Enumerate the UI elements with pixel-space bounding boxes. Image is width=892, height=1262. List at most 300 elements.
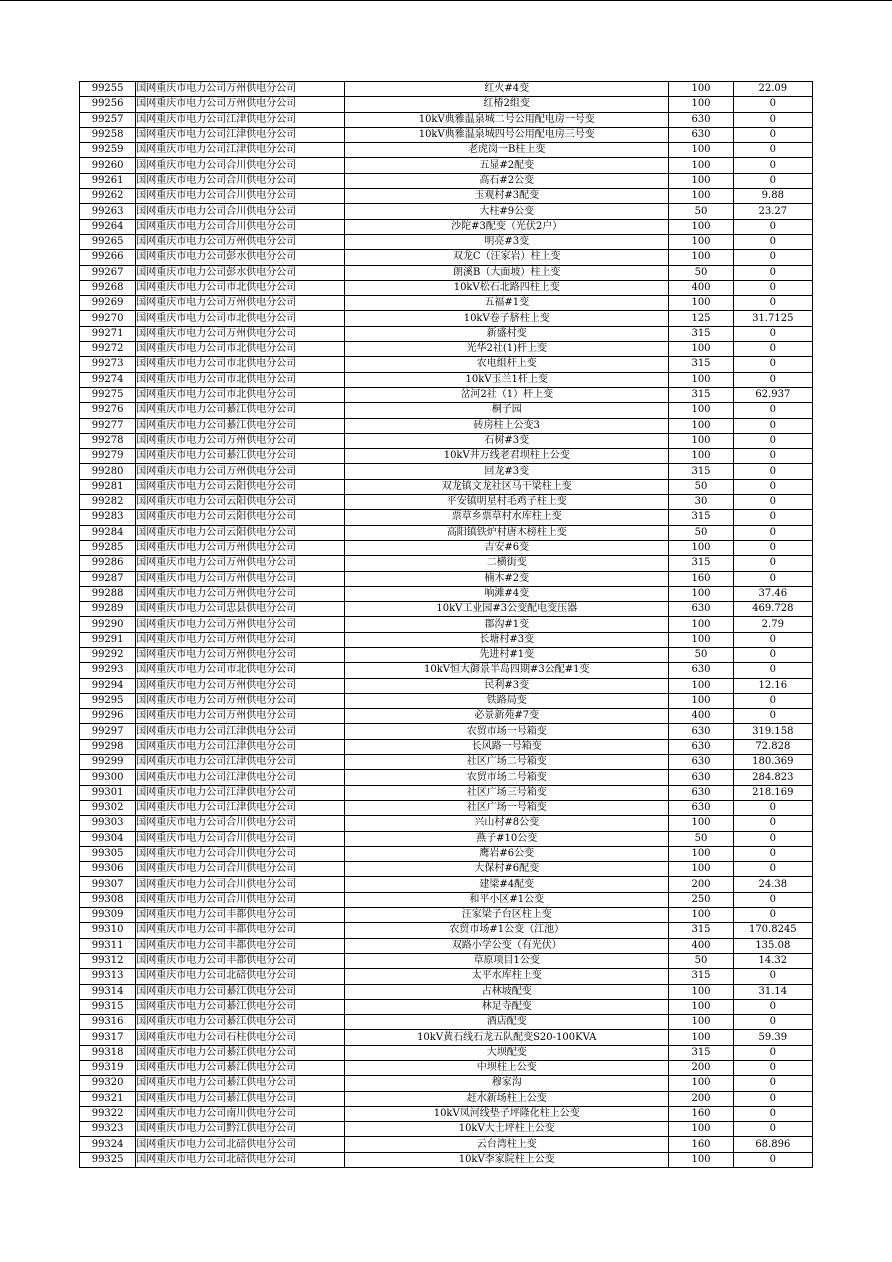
row-id-cell: 99287 (80, 571, 136, 586)
table-row (80, 877, 813, 892)
row-id-cell: 99301 (80, 785, 136, 800)
row-id-cell: 99284 (80, 525, 136, 540)
transformer-name-cell: 铁路局变 (345, 693, 669, 708)
table-row (80, 387, 813, 402)
capacity-cell: 100 (669, 617, 733, 632)
capacity-cell: 100 (669, 1152, 733, 1167)
row-id-cell: 99304 (80, 831, 136, 846)
value-cell: 0 (733, 326, 812, 341)
table-row (80, 234, 813, 249)
transformer-name-cell: 农贸市场二号箱变 (345, 770, 669, 785)
transformer-name-cell: 岔河2社（1）杆上变 (345, 387, 669, 402)
value-cell: 0 (733, 693, 812, 708)
company-cell: 国网重庆市电力公司万州供电分公司 (136, 647, 345, 662)
row-id-cell: 99325 (80, 1152, 136, 1167)
row-id-cell: 99261 (80, 173, 136, 188)
capacity-cell: 315 (669, 387, 733, 402)
company-cell: 国网重庆市电力公司丰都供电分公司 (136, 938, 345, 953)
transformer-name-cell: 沙陀#3配变（光伏2户） (345, 219, 669, 234)
transformer-name-cell: 响滩#4变 (345, 586, 669, 601)
row-id-cell: 99262 (80, 189, 136, 204)
value-cell: 0 (733, 1122, 812, 1137)
table-row (80, 953, 813, 968)
table-row (80, 449, 813, 464)
row-id-cell: 99312 (80, 953, 136, 968)
table-row (80, 158, 813, 173)
value-cell: 0 (733, 663, 812, 678)
company-cell: 国网重庆市电力公司南川供电分公司 (136, 1106, 345, 1121)
table-row (80, 418, 813, 433)
company-cell: 国网重庆市电力公司北碚供电分公司 (136, 969, 345, 984)
value-cell: 0 (733, 357, 812, 372)
capacity-cell: 100 (669, 219, 733, 234)
capacity-cell: 630 (669, 739, 733, 754)
row-id-cell: 99293 (80, 663, 136, 678)
table-row (80, 403, 813, 418)
value-cell: 0 (733, 510, 812, 525)
transformer-name-cell: 赶水新场柱上公变 (345, 1091, 669, 1106)
company-cell: 国网重庆市电力公司云阳供电分公司 (136, 495, 345, 510)
company-cell: 国网重庆市电力公司合川供电分公司 (136, 892, 345, 907)
row-id-cell: 99317 (80, 1030, 136, 1045)
row-id-cell: 99295 (80, 693, 136, 708)
company-cell: 国网重庆市电力公司丰都供电分公司 (136, 923, 345, 938)
capacity-cell: 400 (669, 280, 733, 295)
capacity-cell: 50 (669, 479, 733, 494)
value-cell: 135.08 (733, 938, 812, 953)
row-id-cell: 99288 (80, 586, 136, 601)
company-cell: 国网重庆市电力公司合川供电分公司 (136, 173, 345, 188)
table-row (80, 755, 813, 770)
capacity-cell: 200 (669, 1091, 733, 1106)
transformer-name-cell: 桐子园 (345, 403, 669, 418)
value-cell: 0 (733, 342, 812, 357)
capacity-cell: 630 (669, 770, 733, 785)
transformer-name-cell: 民利#3变 (345, 678, 669, 693)
company-cell: 国网重庆市电力公司市北供电分公司 (136, 342, 345, 357)
company-cell: 国网重庆市电力公司合川供电分公司 (136, 189, 345, 204)
value-cell: 14.32 (733, 953, 812, 968)
row-id-cell: 99316 (80, 1015, 136, 1030)
value-cell: 0 (733, 1015, 812, 1030)
transformer-name-cell: 鹰岩#6公变 (345, 846, 669, 861)
transformer-name-cell: 10kV玉兰1杆上变 (345, 372, 669, 387)
company-cell: 国网重庆市电力公司綦江供电分公司 (136, 1076, 345, 1091)
transformer-name-cell: 建梁#4配变 (345, 877, 669, 892)
company-cell: 国网重庆市电力公司丰都供电分公司 (136, 953, 345, 968)
table-row (80, 464, 813, 479)
table-row (80, 82, 813, 97)
row-id-cell: 99314 (80, 984, 136, 999)
table-row (80, 1152, 813, 1167)
table-body (80, 82, 813, 1168)
row-id-cell: 99273 (80, 357, 136, 372)
transformer-name-cell: 燕子#10公变 (345, 831, 669, 846)
company-cell: 国网重庆市电力公司市北供电分公司 (136, 357, 345, 372)
company-cell: 国网重庆市电力公司綦江供电分公司 (136, 984, 345, 999)
company-cell: 国网重庆市电力公司綦江供电分公司 (136, 403, 345, 418)
value-cell: 0 (733, 1152, 812, 1167)
value-cell: 0 (733, 403, 812, 418)
transformer-name-cell: 10kV卷子脐柱上变 (345, 311, 669, 326)
capacity-cell: 100 (669, 908, 733, 923)
row-id-cell: 99257 (80, 112, 136, 127)
value-cell: 31.7125 (733, 311, 812, 326)
value-cell: 0 (733, 433, 812, 448)
company-cell: 国网重庆市电力公司合川供电分公司 (136, 862, 345, 877)
row-id-cell: 99260 (80, 158, 136, 173)
company-cell: 国网重庆市电力公司万州供电分公司 (136, 617, 345, 632)
table-row (80, 785, 813, 800)
value-cell: 0 (733, 800, 812, 815)
table-row (80, 1091, 813, 1106)
row-id-cell: 99309 (80, 908, 136, 923)
transformer-name-cell: 高石#2公变 (345, 173, 669, 188)
capacity-cell: 100 (669, 1030, 733, 1045)
value-cell: 12.16 (733, 678, 812, 693)
company-cell: 国网重庆市电力公司合川供电分公司 (136, 831, 345, 846)
capacity-cell: 50 (669, 265, 733, 280)
table-row (80, 816, 813, 831)
value-cell: 0 (733, 449, 812, 464)
row-id-cell: 99266 (80, 250, 136, 265)
table-row (80, 770, 813, 785)
row-id-cell: 99276 (80, 403, 136, 418)
company-cell: 国网重庆市电力公司万州供电分公司 (136, 678, 345, 693)
table-row (80, 296, 813, 311)
table-row (80, 999, 813, 1014)
company-cell: 国网重庆市电力公司万州供电分公司 (136, 433, 345, 448)
company-cell: 国网重庆市电力公司万州供电分公司 (136, 586, 345, 601)
transformer-name-cell: 大保村#6配变 (345, 862, 669, 877)
table-row (80, 632, 813, 647)
value-cell: 0 (733, 816, 812, 831)
table-row (80, 739, 813, 754)
value-cell: 59.39 (733, 1030, 812, 1045)
row-id-cell: 99310 (80, 923, 136, 938)
transformer-name-cell: 10kV工业园#3公变配电变压器 (345, 602, 669, 617)
capacity-cell: 100 (669, 678, 733, 693)
value-cell: 319.158 (733, 724, 812, 739)
transformer-name-cell: 吉安#6变 (345, 540, 669, 555)
transformer-name-cell: 和平小区#1公变 (345, 892, 669, 907)
row-id-cell: 99319 (80, 1061, 136, 1076)
row-id-cell: 99283 (80, 510, 136, 525)
company-cell: 国网重庆市电力公司合川供电分公司 (136, 158, 345, 173)
row-id-cell: 99315 (80, 999, 136, 1014)
capacity-cell: 100 (669, 97, 733, 112)
capacity-cell: 100 (669, 143, 733, 158)
transformer-name-cell: 大柱#9公变 (345, 204, 669, 219)
row-id-cell: 99307 (80, 877, 136, 892)
capacity-cell: 100 (669, 586, 733, 601)
row-id-cell: 99291 (80, 632, 136, 647)
table-row (80, 433, 813, 448)
capacity-cell: 250 (669, 892, 733, 907)
transformer-name-cell: 10kV松石北路四柱上变 (345, 280, 669, 295)
company-cell: 国网重庆市电力公司万州供电分公司 (136, 234, 345, 249)
capacity-cell: 100 (669, 999, 733, 1014)
table-row (80, 908, 813, 923)
capacity-cell: 400 (669, 938, 733, 953)
transformer-name-cell: 社区广场一号箱变 (345, 800, 669, 815)
row-id-cell: 99305 (80, 846, 136, 861)
company-cell: 国网重庆市电力公司合川供电分公司 (136, 816, 345, 831)
capacity-cell: 315 (669, 969, 733, 984)
value-cell: 0 (733, 831, 812, 846)
row-id-cell: 99285 (80, 540, 136, 555)
capacity-cell: 100 (669, 632, 733, 647)
table-row (80, 173, 813, 188)
capacity-cell: 100 (669, 1122, 733, 1137)
table-row (80, 1030, 813, 1045)
row-id-cell: 99292 (80, 647, 136, 662)
value-cell: 62.937 (733, 387, 812, 402)
table-row (80, 250, 813, 265)
value-cell: 23.27 (733, 204, 812, 219)
capacity-cell: 50 (669, 204, 733, 219)
transformer-name-cell: 云台湾柱上变 (345, 1137, 669, 1152)
value-cell: 0 (733, 372, 812, 387)
capacity-cell: 630 (669, 602, 733, 617)
company-cell: 国网重庆市电力公司合川供电分公司 (136, 877, 345, 892)
value-cell: 0 (733, 127, 812, 142)
value-cell: 24.38 (733, 877, 812, 892)
capacity-cell: 630 (669, 785, 733, 800)
value-cell: 0 (733, 234, 812, 249)
value-cell: 0 (733, 1045, 812, 1060)
transformer-name-cell: 玉观村#3配变 (345, 189, 669, 204)
capacity-cell: 315 (669, 1045, 733, 1060)
value-cell: 0 (733, 969, 812, 984)
value-cell: 0 (733, 97, 812, 112)
transformer-name-cell: 明亮#3变 (345, 234, 669, 249)
company-cell: 国网重庆市电力公司市北供电分公司 (136, 663, 345, 678)
value-cell: 0 (733, 1061, 812, 1076)
row-id-cell: 99286 (80, 556, 136, 571)
transformer-name-cell: 楠木#2变 (345, 571, 669, 586)
row-id-cell: 99264 (80, 219, 136, 234)
company-cell: 国网重庆市电力公司江津供电分公司 (136, 755, 345, 770)
table-row (80, 1137, 813, 1152)
value-cell: 0 (733, 540, 812, 555)
table-row (80, 586, 813, 601)
row-id-cell: 99270 (80, 311, 136, 326)
company-cell: 国网重庆市电力公司云阳供电分公司 (136, 510, 345, 525)
transformer-name-cell: 双路小学公变（有光伏） (345, 938, 669, 953)
row-id-cell: 99278 (80, 433, 136, 448)
row-id-cell: 99275 (80, 387, 136, 402)
row-id-cell: 99320 (80, 1076, 136, 1091)
table-row (80, 647, 813, 662)
transformer-name-cell: 农贸市场一号箱变 (345, 724, 669, 739)
value-cell: 22.09 (733, 82, 812, 97)
row-id-cell: 99282 (80, 495, 136, 510)
company-cell: 国网重庆市电力公司万州供电分公司 (136, 464, 345, 479)
value-cell: 0 (733, 158, 812, 173)
value-cell: 0 (733, 296, 812, 311)
value-cell: 0 (733, 464, 812, 479)
transformer-name-cell: 大坝配变 (345, 1045, 669, 1060)
value-cell: 68.896 (733, 1137, 812, 1152)
row-id-cell: 99274 (80, 372, 136, 387)
company-cell: 国网重庆市电力公司江津供电分公司 (136, 724, 345, 739)
company-cell: 国网重庆市电力公司万州供电分公司 (136, 82, 345, 97)
table-row (80, 97, 813, 112)
table-row (80, 525, 813, 540)
table-row (80, 342, 813, 357)
value-cell: 0 (733, 999, 812, 1014)
capacity-cell: 100 (669, 540, 733, 555)
table-row (80, 831, 813, 846)
table-row (80, 984, 813, 999)
row-id-cell: 99256 (80, 97, 136, 112)
capacity-cell: 160 (669, 571, 733, 586)
row-id-cell: 99294 (80, 678, 136, 693)
row-id-cell: 99296 (80, 709, 136, 724)
capacity-cell: 100 (669, 403, 733, 418)
transformer-name-cell: 10kV恒大御景半岛四期#3公配#1变 (345, 663, 669, 678)
transformer-name-cell: 票草乡票草村水库柱上变 (345, 510, 669, 525)
capacity-cell: 315 (669, 510, 733, 525)
table-row (80, 112, 813, 127)
transformer-name-cell: 太平水库柱上变 (345, 969, 669, 984)
transformer-name-cell: 先进村#1变 (345, 647, 669, 662)
page-top-rule (0, 0, 892, 1)
row-id-cell: 99259 (80, 143, 136, 158)
value-cell: 218.169 (733, 785, 812, 800)
capacity-cell: 100 (669, 173, 733, 188)
company-cell: 国网重庆市电力公司彭水供电分公司 (136, 265, 345, 280)
capacity-cell: 100 (669, 250, 733, 265)
table-row (80, 571, 813, 586)
capacity-cell: 200 (669, 877, 733, 892)
capacity-cell: 160 (669, 1137, 733, 1152)
table-row (80, 280, 813, 295)
table-row (80, 1106, 813, 1121)
row-id-cell: 99281 (80, 479, 136, 494)
transformer-name-cell: 穆家沟 (345, 1076, 669, 1091)
table-row (80, 663, 813, 678)
capacity-cell: 100 (669, 234, 733, 249)
capacity-cell: 200 (669, 1061, 733, 1076)
transformer-name-cell: 10kV李家院柱上公变 (345, 1152, 669, 1167)
table-row (80, 311, 813, 326)
table-row (80, 846, 813, 861)
company-cell: 国网重庆市电力公司綦江供电分公司 (136, 1061, 345, 1076)
table-row (80, 1015, 813, 1030)
company-cell: 国网重庆市电力公司云阳供电分公司 (136, 525, 345, 540)
value-cell: 0 (733, 280, 812, 295)
capacity-cell: 630 (669, 663, 733, 678)
capacity-cell: 315 (669, 464, 733, 479)
table-row (80, 1076, 813, 1091)
value-cell: 0 (733, 647, 812, 662)
value-cell: 0 (733, 846, 812, 861)
row-id-cell: 99263 (80, 204, 136, 219)
value-cell: 0 (733, 571, 812, 586)
row-id-cell: 99303 (80, 816, 136, 831)
company-cell: 国网重庆市电力公司江津供电分公司 (136, 800, 345, 815)
row-id-cell: 99302 (80, 800, 136, 815)
capacity-cell: 50 (669, 647, 733, 662)
value-cell: 0 (733, 892, 812, 907)
company-cell: 国网重庆市电力公司江津供电分公司 (136, 127, 345, 142)
company-cell: 国网重庆市电力公司合川供电分公司 (136, 219, 345, 234)
table-row (80, 540, 813, 555)
transformer-name-cell: 双龙C（汪家岩）柱上变 (345, 250, 669, 265)
value-cell: 0 (733, 908, 812, 923)
transformer-name-cell: 双龙镇文龙社区马干梁柱上变 (345, 479, 669, 494)
table-row (80, 693, 813, 708)
capacity-cell: 400 (669, 709, 733, 724)
row-id-cell: 99269 (80, 296, 136, 311)
capacity-cell: 315 (669, 326, 733, 341)
row-id-cell: 99290 (80, 617, 136, 632)
value-cell: 0 (733, 143, 812, 158)
company-cell: 国网重庆市电力公司万州供电分公司 (136, 693, 345, 708)
capacity-cell: 100 (669, 984, 733, 999)
capacity-cell: 100 (669, 82, 733, 97)
transformer-name-cell: 10kV典雅温泉城四号公用配电房三号变 (345, 127, 669, 142)
table-row (80, 372, 813, 387)
row-id-cell: 99265 (80, 234, 136, 249)
company-cell: 国网重庆市电力公司綦江供电分公司 (136, 418, 345, 433)
row-id-cell: 99299 (80, 755, 136, 770)
company-cell: 国网重庆市电力公司万州供电分公司 (136, 326, 345, 341)
company-cell: 国网重庆市电力公司万州供电分公司 (136, 632, 345, 647)
table-row (80, 678, 813, 693)
company-cell: 国网重庆市电力公司万州供电分公司 (136, 540, 345, 555)
value-cell: 0 (733, 112, 812, 127)
company-cell: 国网重庆市电力公司北碚供电分公司 (136, 1152, 345, 1167)
capacity-cell: 30 (669, 495, 733, 510)
capacity-cell: 50 (669, 831, 733, 846)
table-row (80, 510, 813, 525)
value-cell: 0 (733, 556, 812, 571)
company-cell: 国网重庆市电力公司江津供电分公司 (136, 143, 345, 158)
company-cell: 国网重庆市电力公司万州供电分公司 (136, 556, 345, 571)
company-cell: 国网重庆市电力公司江津供电分公司 (136, 112, 345, 127)
transformer-name-cell: 长塘村#3变 (345, 632, 669, 647)
company-cell: 国网重庆市电力公司万州供电分公司 (136, 571, 345, 586)
row-id-cell: 99280 (80, 464, 136, 479)
table-row (80, 495, 813, 510)
value-cell: 170.8245 (733, 923, 812, 938)
capacity-cell: 100 (669, 372, 733, 387)
value-cell: 0 (733, 862, 812, 877)
value-cell: 0 (733, 418, 812, 433)
value-cell: 0 (733, 709, 812, 724)
transformer-name-cell: 二横街变 (345, 556, 669, 571)
table-row (80, 800, 813, 815)
table-row (80, 127, 813, 142)
company-cell: 国网重庆市电力公司忠县供电分公司 (136, 602, 345, 617)
value-cell: 2.79 (733, 617, 812, 632)
transformer-name-cell: 砖房柱上公变3 (345, 418, 669, 433)
transformer-name-cell: 农贸市场#1公变（江池） (345, 923, 669, 938)
transformer-name-cell: 林足寺配变 (345, 999, 669, 1014)
row-id-cell: 99324 (80, 1137, 136, 1152)
company-cell: 国网重庆市电力公司江津供电分公司 (136, 785, 345, 800)
row-id-cell: 99255 (80, 82, 136, 97)
table-row (80, 1061, 813, 1076)
company-cell: 国网重庆市电力公司市北供电分公司 (136, 387, 345, 402)
company-cell: 国网重庆市电力公司市北供电分公司 (136, 311, 345, 326)
capacity-cell: 100 (669, 816, 733, 831)
capacity-cell: 100 (669, 189, 733, 204)
capacity-cell: 630 (669, 800, 733, 815)
